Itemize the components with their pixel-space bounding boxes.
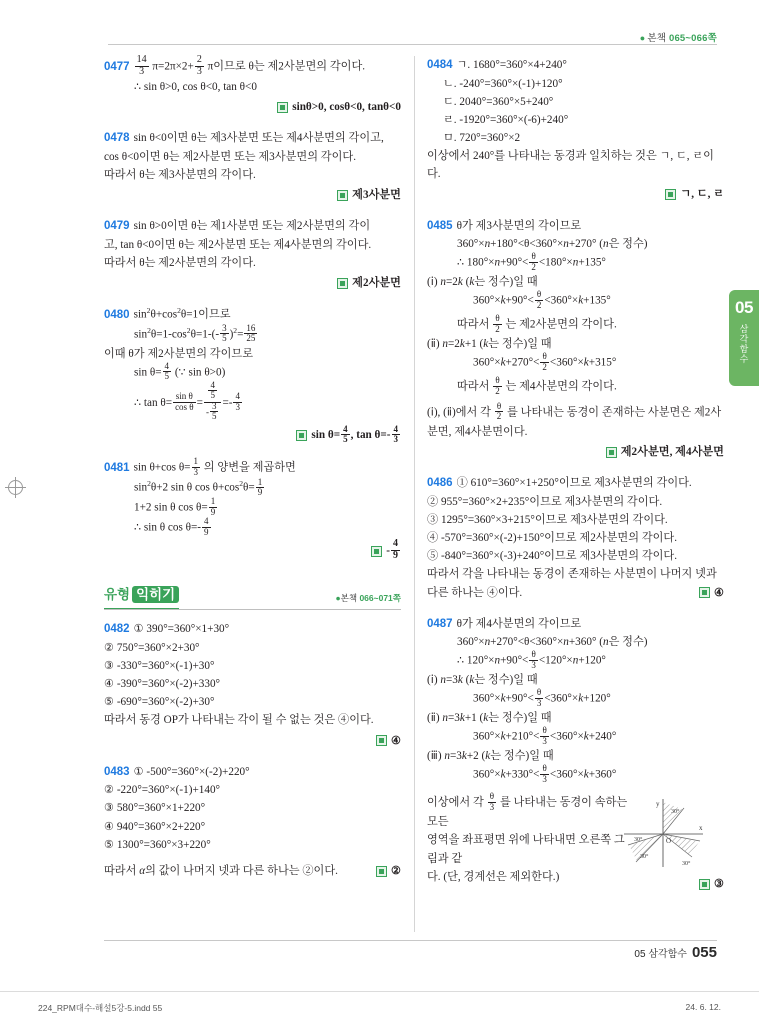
answer-text: ㄱ, ㄷ, ㄹ [680, 188, 724, 201]
answer-row: sin θ= $\frac{4}{5}$ , tan θ=- $\frac{4}{3}$ [104, 426, 401, 446]
answer-box-icon [277, 102, 288, 113]
answer-box-icon [606, 447, 617, 458]
svg-text:30°: 30° [682, 861, 691, 868]
solution-item: 0481 sin θ+cos θ= $\frac{1}{3}$ 의 양변을 제곱하면 $\sin^2\theta+2$ sin θ $\cos \theta+\cos^2\theta=$ $\frac{1}{9}$ 1+2 sin θ cos θ= $\frac{1}{9}$ ∴ sin θ cos θ=- $\frac{4}{9}$ - $\frac{4}{9}$ [104, 458, 401, 562]
solution-item: 0480 $\sin^2\theta+\cos^2\theta=1$이므로 $\sin^2\theta=1-\cos^2\theta=1-(-$ $\frac{3}{5}$ )$^2$= $\frac{16}{25}$ 이때 θ가 제2사분면의 각이므로 sin θ= $\frac{4}{5}$ (∵ sin θ>0) ∴ tan θ= $\frac{\text{sin θ}}{\text{cos θ}}$ = $\frac{4}{5}$ - $\frac{3}{5}$ =- $\frac{4}{3}$ sin θ= $\frac{4}{5}$ , tan θ=- $\frac{4}{3}$ [104, 305, 401, 445]
answer-box-icon [665, 189, 676, 200]
solution-item: 0484 ㄱ. 1680°=360°×4+240° ㄴ. -240°=360°×(-1)+120° ㄷ. 2040°=360°×5+240° ㄹ. -1920°=360°×(-6)+240° ㅁ. 720°=360°×2 이상에서 240°를 나타내는 동경과 일치하는 것은 ㄱ, ㄷ, ㄹ이다. ㄱ, ㄷ, ㄹ [427, 56, 724, 204]
side-tab-label: 삼각함수 [738, 324, 749, 364]
svg-text:30°: 30° [634, 837, 643, 844]
svg-text:30°: 30° [671, 809, 680, 816]
footer-page-number: 055 [691, 944, 717, 961]
answer-box-icon [371, 546, 382, 557]
answer-text: 제3사분면 [352, 189, 401, 202]
answer-box-icon [337, 190, 348, 201]
section-heading [104, 584, 401, 610]
answer-text: 제2사분면, 제4사분면 [620, 446, 724, 459]
registration-mark-icon [8, 480, 23, 495]
question-number: 0487 [427, 617, 453, 630]
answer-row: - $\frac{4}{9}$ [104, 540, 401, 562]
print-date: 24. 6. 12. [685, 1002, 721, 1012]
indd-filename: 224_RPM대수-해설5강-5.indd 55 [38, 1003, 163, 1013]
answer-text: ④ [713, 586, 724, 599]
ref-dot-icon: ● [335, 593, 341, 604]
answer-row [427, 185, 724, 203]
question-number: 0479 [104, 220, 130, 233]
header-label: 본책 [647, 33, 667, 44]
svg-text:30°: 30° [640, 854, 649, 861]
question-number: 0484 [427, 59, 453, 71]
solution-item: 0478 sin θ<0이면 θ는 제3사분면 또는 제4사분면의 각이고, cos θ<0이면 θ는 제2사분면 또는 제3사분면의 각이다. 따라서 θ는 제3사분면의 각이다. 제3사분면 [104, 129, 401, 204]
header-pages: 065~066쪽 [668, 33, 717, 44]
svg-text:O: O [666, 837, 672, 846]
section-title: 유형 익히기 [104, 584, 179, 610]
question-number: 0481 [104, 461, 130, 474]
solution-item: 0483 ① -500°=360°×(-2)+220° ② -220°=360°×(-1)+140° ③ 580°=360°×1+220° ④ 940°=360°×2+220° ⑤ 1300°=360°×3+220° 따라서 α의 값이 나머지 넷과 다른 하나는 ②이다. ② [104, 765, 401, 877]
svg-text:x: x [699, 824, 703, 833]
answer-box-icon [699, 587, 710, 598]
print-bar [0, 991, 759, 1024]
chapter-side-tab [729, 290, 759, 386]
answer-text: sinθ>0, cosθ<0, tanθ<0 [292, 101, 401, 114]
answer-box-icon [376, 735, 387, 746]
question-number: 0482 [104, 623, 130, 636]
left-column [104, 56, 401, 893]
page-header [640, 30, 717, 44]
page-footer [634, 944, 717, 961]
solution-item: 0482 ① 390°=360°×1+30° ② 750°=360°×2+30° ③ -330°=360°×(-1)+30° ④ -390°=360°×(-2)+330° ⑤ -690°=360°×(-2)+30° 따라서 동경 OP가 나타내는 각이 될 수 없는 것은 ④이다. ④ [104, 620, 401, 749]
answer-text: ④ [390, 734, 401, 747]
question-number: 0483 [104, 765, 130, 778]
answer-row [104, 98, 401, 116]
answer-row [104, 274, 401, 292]
answer-row [104, 186, 401, 204]
question-number: 0477 [104, 60, 130, 73]
right-column [427, 56, 724, 906]
solution-item: 0479 sin θ>0이면 θ는 제1사분면 또는 제2사분면의 각이 고, tan θ<0이면 θ는 제2사분면 또는 제4사분면의 각이다. 따라서 θ는 제2사분면의 각이다. 제2사분면 [104, 217, 401, 292]
question-number: 0486 [427, 477, 453, 490]
solution-item: 0485 θ가 제3사분면의 각이므로 360°×n+180°<θ<360°×n+270° (n은 정수) ∴ 180°×n+90°< $\frac{\theta}{2}$ <180°×n+135° (ⅰ) n=2k (k는 정수)일 때 360°×k+90°< $\frac{\theta}{2}$ <360°×k+135° 따라서 $\frac{\theta}{2}$ 는 제2사분면의 각이다. (ⅱ) n=2k+1 (k는 정수)일 때 360°×k+270°< $\frac{\theta}{2}$ <360°×k+315° 따라서 $\frac{\theta}{2}$ 는 제4사분면의 각이다. (ⅰ), (ⅱ)에서 각 $\frac{\theta}{2}$ 를 나타내는 동경이 존재하는 사분면은 제2사분면, 제4사분면이다. 제2사분면, 제4사분면 [427, 217, 724, 462]
coordinate-plane-figure [620, 797, 706, 871]
section-reference: ●본책 066~071쪽 [335, 593, 401, 604]
svg-text:y: y [656, 800, 660, 809]
header-dot-icon: ● [639, 33, 646, 43]
answer-box-icon [699, 879, 710, 890]
answer-text: 제2사분면 [352, 277, 401, 290]
answer-box-icon [376, 866, 387, 877]
side-tab-number: 05 [735, 298, 753, 317]
question-number: 0485 [427, 219, 453, 232]
answer-text: ② [390, 864, 401, 877]
answer-box-icon [337, 278, 348, 289]
answer-text: ③ [713, 878, 724, 891]
footer-chapter: 05 삼각함수 [634, 949, 687, 960]
header-rule [108, 44, 717, 45]
answer-box-icon [296, 430, 307, 441]
answer-row [427, 443, 724, 461]
question-number: 0478 [104, 132, 130, 145]
solution-item: 0486 ① 610°=360°×1+250°이므로 제3사분면의 각이다. ② 955°=360°×2+235°이므로 제3사분면의 각이다. ③ 1295°=360°×3+215°이므로 제3사분면의 각이다. ④ -570°=360°×(-2)+150°이므로 제2사분면의 각이다. ⑤ -840°=360°×(-3)+240°이므로 제3사분면의 각이다. 따라서 각을 나타내는 동경이 존재하는 사분면이 나머지 넷과 다른 하나는 ④이다. ④ [427, 477, 724, 599]
question-number: 0480 [104, 309, 130, 322]
solution-item: 0487 θ가 제4사분면의 각이므로 360°×n+270°<θ<360°×n+360° (n은 정수) ∴ 120°×n+90°< $\frac{\theta}{3}$ <120°×n+120° (ⅰ) n=3k (k는 정수)일 때 360°×k+90°< $\frac{\theta}{3}$ <360°×k+120° (ⅱ) n=3k+1 (k는 정수)일 때 360°×k+210°< $\frac{\theta}{3}$ <360°×k+240° (ⅲ) n=3k+2 (k는 정수)일 때 360°×k+330°< $\frac{\theta}{3}$ <360°×k+360° 이상에서 각 $\frac{\theta}{3}$ 를 나타내는 동경이 속하는 모든 영역을 좌표평면 위에 나타내면 오른쪽 그림과 같 다. (단, 경계선은 제외한다.) y x O 30° 30° 30° 30° ③ [427, 615, 724, 894]
solution-item: 0477 $\frac{14}{3}$ π=2π×2+ $\frac{2}{3}$ π이므로 θ는 제2사분면의 각이다. ∴ sin θ>0, cos θ<0, tan θ<0 sinθ>0, cosθ<0, tanθ<0 [104, 56, 401, 116]
answer-row [104, 732, 401, 750]
column-divider [414, 56, 415, 932]
footer-rule [104, 940, 717, 941]
